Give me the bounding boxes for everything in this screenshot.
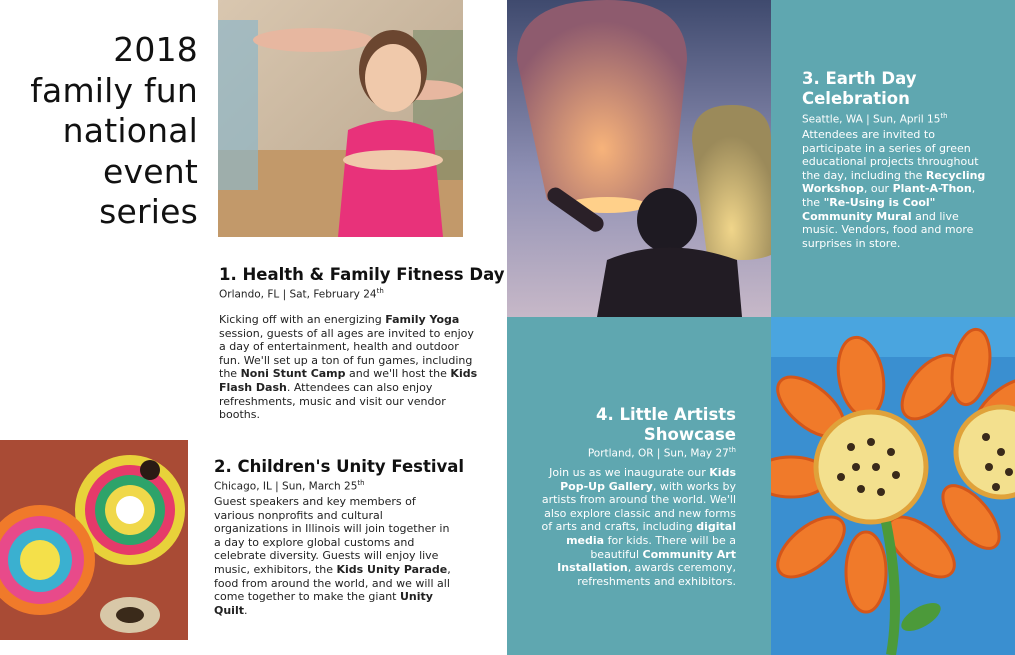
body-text: . [243,603,248,617]
body-text: , food from around the world, and we will all come together to make the giant [214,562,451,604]
highlight-text: Family Yoga [385,313,460,326]
event-1-description [219,313,479,422]
flower-painting-photo [771,317,1015,655]
event-4-description [541,466,736,588]
heading-line: 3. Earth Day [802,69,917,88]
highlight-text: "Re-Using is Cool" Community Mural [802,195,936,223]
event-4-panel [507,317,771,655]
body-text: session, guests of all ages are invited to enjoy a day of entertainment, health and outdoor fun. We'll set up a ton of fun games, including the [219,326,474,381]
highlight-text: Noni Stunt Camp [240,367,346,381]
body-text: , awards ceremony, refreshments and exhibitors. [577,561,736,588]
title-line: event [103,151,198,191]
body-text: . Attendees can also enjoy refreshments, music and visit our vendor booths. [219,380,446,422]
fitness-girl-photo [218,0,463,237]
series-title [0,30,198,233]
title-line: national [62,111,198,150]
highlight-text: digital media [566,520,736,547]
event-4-heading [596,405,736,445]
body-text: , the [802,182,976,209]
event-1-location-date: Orlando, FL | Sat, February 24th [219,287,384,301]
sky-lanterns-photo [507,0,771,317]
highlight-text: Community Art Installation [557,547,736,575]
event-2-location-date: Chicago, IL | Sun, March 25th [214,479,365,493]
folk-dancers-photo [0,440,188,640]
highlight-text: Plant-A-Thon [892,182,972,196]
event-1-heading: 1. Health & Family Fitness Day [219,265,505,284]
event-3-heading [802,69,917,109]
highlight-text: Kids Pop-Up Gallery [560,466,736,493]
body-text: Attendees are invited to participate in a series of green educational projects throughout the day, including the [802,128,979,182]
highlight-text: Kids Unity Parade [336,562,448,576]
body-text: and we'll host the [345,367,451,381]
highlight-text: Recycling Workshop [802,168,986,196]
heading-line: Showcase [643,425,736,444]
event-4-location-date: Portland, OR | Sun, May 27th [587,446,736,460]
title-line: series [99,192,198,231]
event-2-heading: 2. Children's Unity Festival [214,457,465,476]
body-text: for kids. There will be a beautiful [590,533,736,561]
heading-line: Celebration [802,89,910,108]
highlight-text: Unity Quilt [214,590,433,617]
body-text: , with works by artists from around the world. We'll also explore classic and new forms of arts and crafts, including [541,479,736,534]
title-line: family fun [30,70,198,110]
event-3-description [802,128,992,250]
body-text: Join us as we inaugurate our [549,466,710,479]
highlight-text: Kids Flash Dash [219,367,478,394]
event-3-location-date: Seattle, WA | Sun, April 15th [802,112,948,126]
body-text: Guest speakers and key members of various nonprofits and cultural organizations in Illinois will join together in a day to explore global customs and celebrate diversity. Guests will enjoy live music, exhibitors, the [214,495,450,576]
body-text: Kicking off with an energizing [219,313,386,326]
heading-line: 4. Little Artists [595,405,736,424]
title-line: 2018 [113,30,198,69]
event-2-description [214,495,454,617]
body-text: , our [863,182,893,196]
body-text: and live music. Vendors, food and more surprises in store. [802,209,974,250]
event-3-panel [771,0,1015,317]
